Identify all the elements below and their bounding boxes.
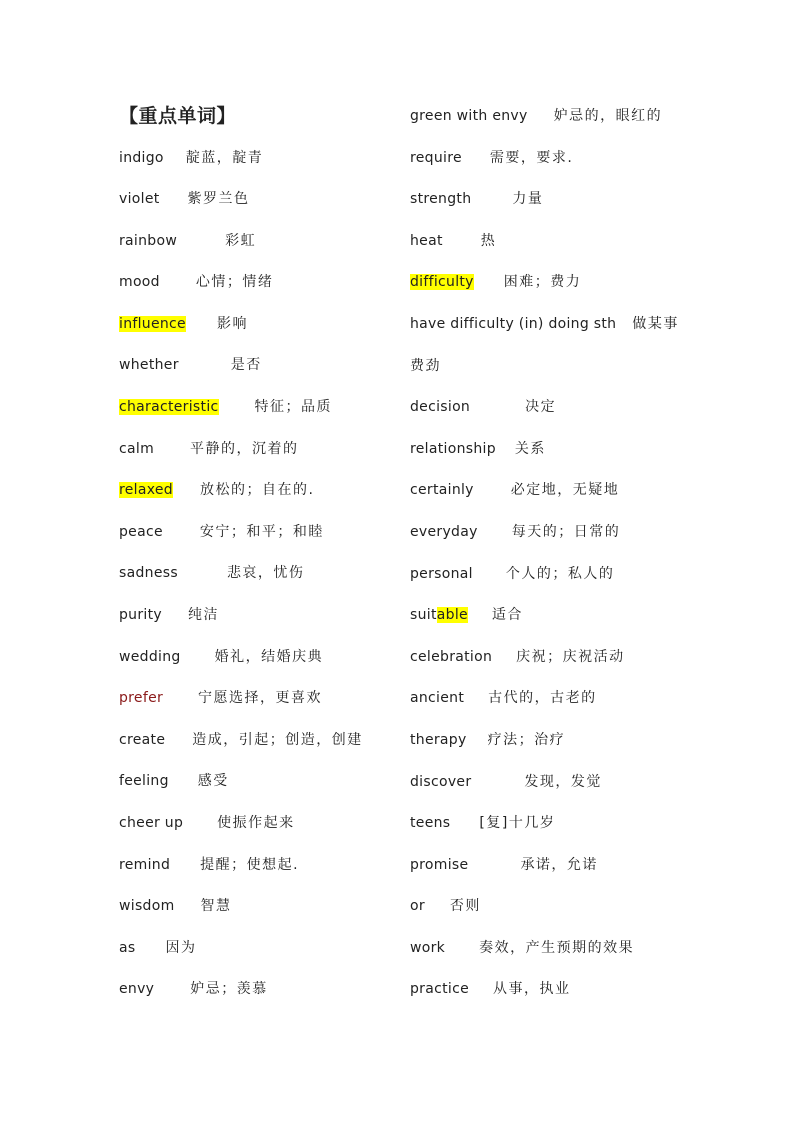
- vocab-word: violet: [119, 191, 160, 208]
- vocab-meaning: 悲哀，忧伤: [226, 565, 305, 582]
- vocab-column-right: [410, 100, 710, 1015]
- vocab-word: celebration: [410, 648, 493, 665]
- vocab-entry: [410, 599, 710, 641]
- vocab-meaning: 庆祝；庆祝活动: [516, 648, 625, 665]
- vocab-meaning: 紫罗兰色: [187, 191, 250, 208]
- vocab-entry: [119, 474, 389, 516]
- vocab-meaning: 婚礼，结婚庆典: [214, 648, 324, 665]
- vocab-word: mood: [119, 274, 160, 291]
- vocab-word: wedding: [119, 648, 181, 665]
- vocab-meaning: 心情；情绪: [195, 274, 274, 291]
- vocab-entry: [119, 557, 389, 599]
- vocab-meaning: 奏效，产生预期的效果: [479, 939, 635, 956]
- vocab-entry: [119, 142, 389, 184]
- vocab-word: require: [410, 149, 462, 166]
- vocab-meaning: [复]十几岁: [479, 815, 556, 832]
- vocab-word: remind: [119, 856, 171, 873]
- vocab-word: envy: [119, 981, 155, 998]
- vocab-meaning: 影响: [216, 315, 248, 332]
- vocab-entry: [410, 474, 710, 516]
- vocab-meaning: 困难；费力: [503, 274, 582, 291]
- vocab-meaning: 因为: [165, 939, 197, 956]
- vocab-entry: [410, 142, 710, 184]
- vocab-meaning: 造成，引起；创造，创建: [192, 731, 363, 748]
- vocab-entry: [410, 183, 710, 225]
- vocab-entry: [119, 849, 389, 891]
- vocab-word: decision: [410, 399, 471, 416]
- vocab-meaning: 个人的；私人的: [505, 565, 615, 582]
- vocab-entry: [410, 682, 710, 724]
- vocab-entry: [410, 641, 710, 683]
- vocab-meaning: 每天的；日常的: [511, 523, 621, 540]
- vocab-meaning-continued: 费劲: [410, 357, 441, 374]
- vocab-entry: [119, 932, 389, 974]
- vocab-meaning: 平静的，沉着的: [190, 440, 299, 457]
- vocab-meaning: 特征；品质: [254, 399, 332, 416]
- vocab-word: relationship: [410, 440, 496, 457]
- vocab-entry: [119, 599, 389, 641]
- section-heading: 【重点单词】: [119, 105, 237, 127]
- vocab-entry: [119, 682, 389, 724]
- vocab-meaning: 古代的，古老的: [488, 690, 597, 707]
- vocab-meaning: 纯洁: [187, 607, 219, 624]
- vocab-meaning: 靛蓝，靛青: [185, 149, 264, 166]
- vocab-meaning: 必定地，无疑地: [510, 482, 620, 499]
- vocab-meaning: 力量: [512, 191, 544, 208]
- vocab-word: [410, 607, 468, 623]
- vocab-word: indigo: [119, 149, 164, 166]
- vocab-entry: [119, 807, 389, 849]
- vocab-entry: [119, 391, 389, 433]
- vocab-word: work: [410, 939, 446, 956]
- vocab-word: heat: [410, 232, 443, 249]
- vocab-word: therapy: [410, 731, 467, 748]
- vocab-entry: [410, 932, 710, 974]
- vocab-entry: [410, 890, 710, 932]
- vocab-word: promise: [410, 856, 469, 873]
- vocab-word: peace: [119, 523, 163, 540]
- vocab-meaning: 适合: [491, 607, 523, 624]
- vocab-word: characteristic: [119, 399, 219, 416]
- vocab-entry: [410, 973, 710, 1015]
- vocab-word: personal: [410, 565, 473, 582]
- vocab-meaning: 否则: [449, 898, 481, 915]
- vocab-meaning: 使振作起来: [217, 815, 295, 831]
- vocab-meaning: 是否: [230, 357, 262, 374]
- vocab-meaning: 宁愿选择，更喜欢: [198, 690, 323, 707]
- vocab-entry: [119, 266, 389, 308]
- vocab-word: teens: [410, 815, 451, 832]
- vocab-word: influence: [119, 315, 186, 332]
- vocab-meaning: 承诺，允诺: [520, 856, 598, 873]
- vocab-entry: [119, 349, 389, 391]
- vocab-word: create: [119, 731, 166, 748]
- vocab-meaning: 智慧: [200, 898, 232, 915]
- vocab-entry-continued: [410, 350, 710, 392]
- vocab-meaning: 决定: [525, 399, 557, 416]
- vocab-meaning: 做某事: [632, 315, 679, 332]
- vocab-word-part: suit: [410, 607, 437, 624]
- vocab-entry: [119, 973, 389, 1015]
- vocab-word: purity: [119, 607, 162, 624]
- vocab-word: feeling: [119, 773, 169, 790]
- vocab-entry: [410, 724, 710, 766]
- vocab-word: everyday: [410, 523, 478, 540]
- vocab-word: sadness: [119, 565, 178, 582]
- vocab-word: certainly: [410, 482, 474, 499]
- vocab-entry: [410, 433, 710, 475]
- vocab-entry: [410, 100, 710, 142]
- vocab-entry: [119, 433, 389, 475]
- vocab-word: practice: [410, 981, 470, 998]
- vocab-word: calm: [119, 440, 155, 457]
- vocab-word: cheer up: [119, 815, 184, 831]
- vocab-word: wisdom: [119, 898, 175, 915]
- vocab-column-left: [119, 100, 389, 1015]
- vocab-entry: [119, 890, 389, 932]
- vocab-meaning: 发现，发觉: [524, 773, 602, 790]
- vocab-entry: [410, 266, 710, 308]
- vocab-entry: [119, 183, 389, 225]
- vocab-word: have difficulty (in) doing sth: [410, 315, 617, 332]
- vocab-entry: [410, 766, 710, 808]
- vocab-word: or: [410, 898, 425, 915]
- vocab-entry: [119, 308, 389, 350]
- vocab-meaning: 从事，执业: [493, 981, 571, 998]
- vocab-word: strength: [410, 191, 472, 208]
- vocab-entry: [410, 225, 710, 267]
- vocab-word: as: [119, 939, 136, 956]
- vocab-word: whether: [119, 357, 179, 374]
- vocab-word: prefer: [119, 690, 164, 707]
- vocab-word: green with envy: [410, 108, 528, 124]
- vocab-entry: [119, 765, 389, 807]
- vocab-word-highlight: able: [436, 607, 468, 624]
- vocab-meaning: 热: [480, 232, 497, 249]
- vocab-meaning: 放松的；自在的.: [200, 482, 315, 499]
- vocab-word: difficulty: [410, 274, 474, 291]
- vocab-meaning: 需要，要求.: [489, 149, 574, 166]
- vocab-word: ancient: [410, 690, 465, 707]
- vocab-entry: [119, 641, 389, 683]
- vocab-meaning: 关系: [514, 440, 546, 457]
- vocab-meaning: 提醒；使想起.: [200, 856, 300, 873]
- vocab-meaning: 彩虹: [225, 232, 257, 249]
- vocab-entry: [119, 516, 389, 558]
- vocab-word: discover: [410, 773, 472, 790]
- vocab-word: rainbow: [119, 232, 178, 249]
- vocab-meaning: 感受: [197, 773, 229, 790]
- vocab-entry: [410, 516, 710, 558]
- vocab-entry: [410, 807, 710, 849]
- vocab-entry: [410, 558, 710, 600]
- vocab-meaning: 安宁；和平；和睦: [199, 523, 324, 540]
- vocab-entry: [410, 308, 710, 350]
- vocab-meaning: 妒忌；羡慕: [190, 981, 268, 998]
- vocab-entry: [119, 225, 389, 267]
- vocab-word: relaxed: [119, 482, 173, 499]
- vocab-meaning: 妒忌的，眼红的: [553, 108, 663, 124]
- vocab-meaning: 疗法；治疗: [487, 731, 566, 748]
- vocab-entry: [119, 724, 389, 766]
- vocab-entry: [410, 391, 710, 433]
- vocab-entry: [410, 849, 710, 891]
